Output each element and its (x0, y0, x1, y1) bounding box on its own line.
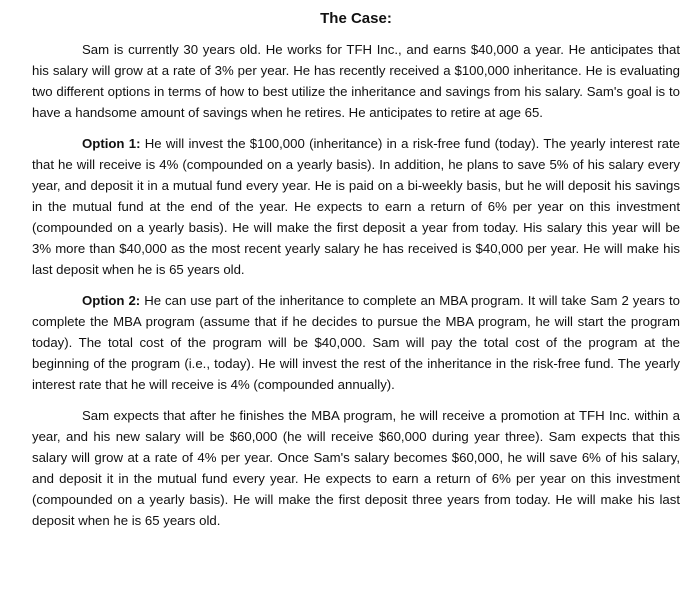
intro-paragraph (32, 39, 680, 123)
intro-text: Sam is currently 30 years old. He works for TFH Inc., and earns $40,000 a year. He anticipates that his salary will grow at a rate of 3% per year. He has recently received a $100,000 inheritance. He is evaluating two different options in terms of how to best utilize the inheritance and savings from his salary. Sam's goal is to have a handsome amount of savings when he retires. He anticipates to retire at age 65. (32, 42, 680, 120)
option2-text: He can use part of the inheritance to complete an MBA program. It will take Sam 2 years to complete the MBA program (assume that if he decides to pursue the MBA program, he will start the program today). The total cost of the program will be $40,000. Sam will pay the total cost of the program at the beginning of the program (i.e., today). He will invest the rest of the inheritance in the risk-free fund. The yearly interest rate that he will receive is 4% (compounded annually). (32, 293, 680, 392)
option1-text: He will invest the $100,000 (inheritance) in a risk-free fund (today). The yearly interest rate that he will receive is 4% (compounded on a yearly basis). In addition, he plans to save 5% of his salary every year, and deposit it in a mutual fund every year. He is paid on a bi-weekly basis, but he will deposit his savings in the mutual fund at the end of the year. He expects to earn a return of 6% per year on this investment (compounded on a yearly basis). He will make the first deposit a year from today. His salary this year will be 3% more than $40,000 as the most recent yearly salary he has received is $40,000 per year. He will make his last deposit when he is 65 years old. (32, 136, 681, 277)
option2-paragraph (32, 290, 680, 395)
case-title: The Case: (320, 10, 392, 27)
option1-paragraph (32, 133, 680, 280)
option2-label: Option 2: (82, 293, 141, 308)
option2-continuation-text: Sam expects that after he finishes the MBA program, he will receive a promotion at TFH Inc. within a year, and his new salary will be $60,000 (he will receive $60,000 during year three). Sam expects that this salary will grow at a rate of 4% per year. Once Sam's salary becomes $60,000, he will save 6% of his salary, and deposit it in the mutual fund every year. He expects to earn a return of 6% per year on this investment (compounded on a yearly basis). He will make the first deposit three years from today. He will make his last deposit when he is 65 years old. (32, 408, 680, 528)
option2-continuation-paragraph (32, 405, 680, 531)
option1-label: Option 1: (82, 136, 141, 151)
